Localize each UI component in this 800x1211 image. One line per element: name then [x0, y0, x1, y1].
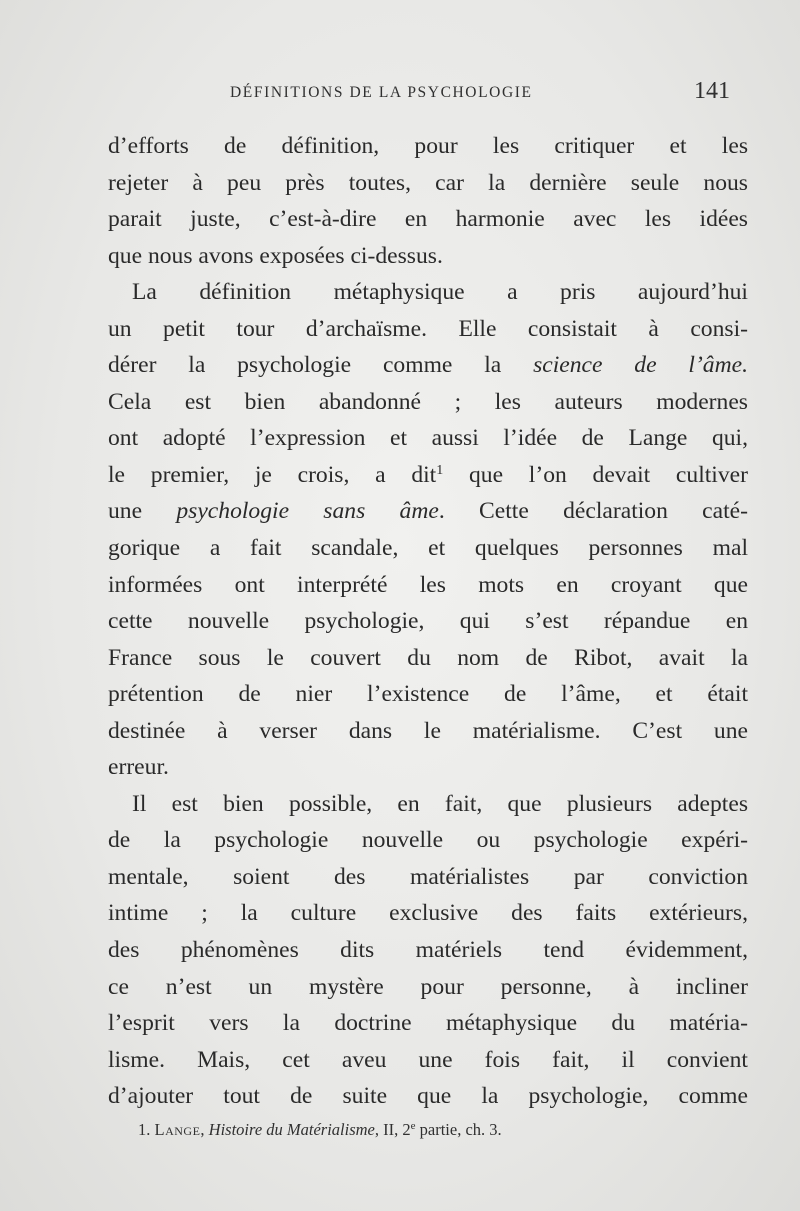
- text-line: ce n’est un mystère pour personne, à incliner: [108, 973, 748, 1000]
- text-line: que nous avons exposées ci-dessus.: [108, 242, 443, 269]
- text-segment: dérer la psychologie comme la: [108, 352, 534, 379]
- text-line: [108, 457, 748, 494]
- footnote: [138, 1120, 502, 1140]
- text-line: intime ; la culture exclusive des faits extérieurs,: [108, 900, 748, 927]
- text-line: [108, 347, 748, 384]
- running-head: [108, 78, 738, 108]
- text-line: Cela est bien abandonné ; les auteurs modernes: [108, 388, 748, 415]
- footnote-rest: , II, 2: [374, 1120, 411, 1139]
- text-line: destinée à verser dans le matérialisme. C’est une: [108, 717, 748, 744]
- text-line: France sous le couvert du nom de Ribot, avait la: [108, 644, 748, 671]
- text-line: des phénomènes dits matériels tend évidemment,: [108, 937, 748, 964]
- text-line: lisme. Mais, cet aveu une fois fait, il convient: [108, 1046, 748, 1073]
- footnote-marker: 1: [436, 462, 444, 478]
- footnote-number: 1.: [138, 1120, 151, 1139]
- text-line: [108, 493, 748, 530]
- text-line: informées ont interprété les mots en croyant que: [108, 571, 748, 598]
- text-line: parait juste, c’est-à-dire en harmonie avec les idées: [108, 206, 748, 233]
- text-line: mentale, soient des matérialistes par conviction: [108, 863, 748, 890]
- text-line: l’esprit vers la doctrine métaphysique du matéria-: [108, 1010, 748, 1037]
- text-line: de la psychologie nouvelle ou psychologie expéri-: [108, 827, 748, 854]
- text-line: gorique a fait scandale, et quelques personnes mal: [108, 535, 748, 562]
- text-line: d’efforts de définition, pour les critiquer et les: [108, 133, 748, 159]
- text-segment: une: [108, 498, 177, 525]
- italic-phrase: psychologie sans âme: [176, 498, 439, 525]
- text-line: un petit tour d’archaïsme. Elle consistait à consi-: [108, 315, 748, 342]
- text-line: prétention de nier l’existence de l’âme, et était: [108, 681, 748, 708]
- text-segment: le premier, je crois, a dit: [108, 461, 437, 488]
- text-segment: . Cette déclaration caté-: [438, 498, 748, 525]
- text-line: La définition métaphysique a pris aujourd’hui: [132, 279, 748, 306]
- text-line: cette nouvelle psychologie, qui s’est répandue en: [108, 608, 748, 635]
- footnote-comma: ,: [200, 1120, 205, 1139]
- footnote-ordinal: e: [410, 1120, 416, 1132]
- text-line: rejeter à peu près toutes, car la dernière seule nous: [108, 169, 748, 196]
- text-line: ont adopté l’expression et aussi l’idée de Lange qui,: [108, 425, 748, 452]
- page-number: 141: [694, 78, 730, 104]
- running-title: DÉFINITIONS DE LA PSYCHOLOGIE: [230, 84, 533, 101]
- footnote-rest: partie, ch. 3.: [415, 1120, 502, 1139]
- text-line: erreur.: [108, 754, 169, 781]
- text-line: Il est bien possible, en fait, que plusieurs adeptes: [132, 790, 748, 817]
- footnote-title: Histoire du Matérialisme: [208, 1120, 375, 1139]
- text-line: d’ajouter tout de suite que la psychologie, comme: [108, 1083, 748, 1110]
- text-segment: que l’on devait cultiver: [443, 461, 748, 488]
- body-text: [108, 128, 748, 1115]
- italic-phrase: science de l’âme.: [533, 352, 749, 379]
- footnote-author: Lange: [154, 1120, 201, 1139]
